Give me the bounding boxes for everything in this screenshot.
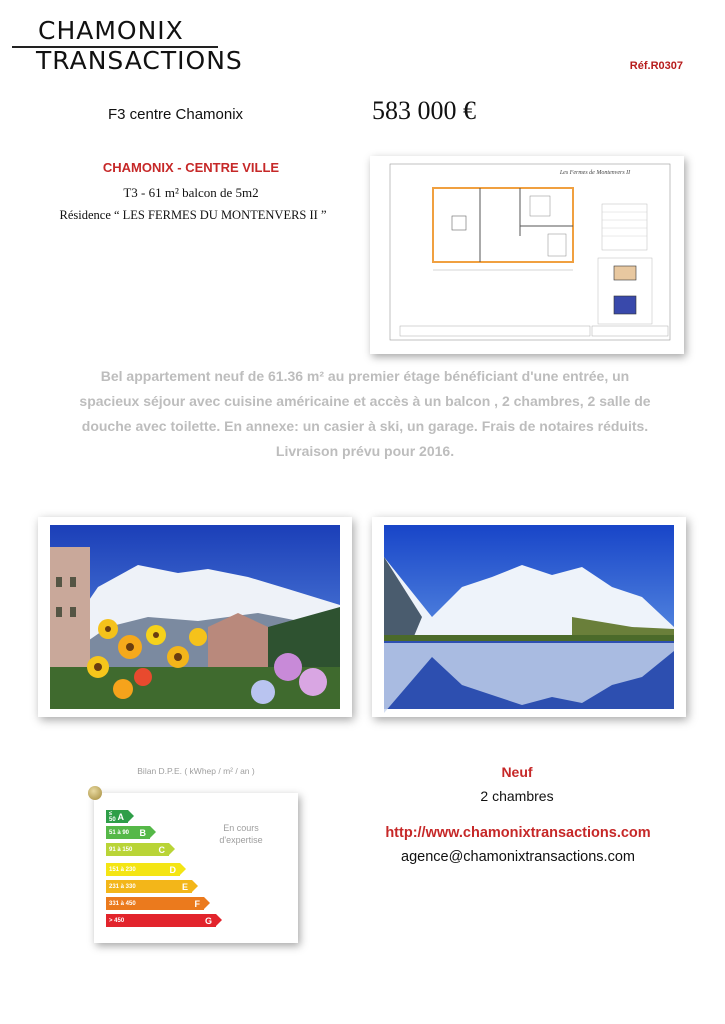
location-heading: CHAMONIX - CENTRE VILLE [102, 160, 280, 175]
photo-lake-reflection [372, 517, 686, 717]
residence-name: Résidence “ LES FERMES DU MONTENVERS II ” [59, 208, 327, 222]
property-price: 583 000 € [372, 96, 476, 125]
logo-line-2: TRANSACTIONS [36, 46, 243, 75]
dpe-class-c: 91 à 150 C [106, 843, 169, 856]
reference-number: Réf.R0307 [629, 60, 683, 72]
dpe-note-line-2: d'expertise [219, 835, 263, 845]
dpe-note-line-1: En cours [223, 823, 259, 833]
dpe-class-a: ≤ 50 A [106, 810, 128, 823]
description-line: douche avec toilette. En annexe: un casier à ski, un garage. Frais de notaires réduits. [81, 418, 649, 434]
property-description [70, 364, 660, 464]
floor-plan-image [370, 156, 684, 354]
description-line: Bel appartement neuf de 61.36 m² au premier étage bénéficiant d'une entrée, un [100, 368, 630, 384]
bedroom-count: 2 chambres [480, 788, 554, 804]
dpe-class-f: 331 à 450 F [106, 897, 204, 910]
dpe-title: Bilan D.P.E. ( kWhep / m² / an ) [137, 766, 255, 776]
plan-heading: Les Fermes de Montenvers II [559, 170, 631, 176]
dpe-class-g: > 450 G [106, 914, 216, 927]
dpe-card [94, 793, 298, 943]
property-subtitle: T3 - 61 m² balcon de 5m2 [123, 185, 259, 200]
property-title: F3 centre Chamonix [108, 106, 244, 123]
status-label: Neuf [501, 764, 533, 780]
dpe-note [196, 822, 286, 846]
website-link[interactable]: http://www.chamonixtransactions.com [385, 825, 651, 841]
description-line: Livraison prévu pour 2016. [275, 443, 455, 459]
dpe-class-b: 51 à 90 B [106, 826, 150, 839]
description-line: spacieux séjour avec cuisine américaine et accès à un balcon , 2 chambres, 2 salle de [79, 393, 651, 409]
dpe-class-d: 151 à 230 D [106, 863, 180, 876]
pushpin-icon [88, 786, 102, 800]
email-link[interactable]: agence@chamonixtransactions.com [401, 849, 635, 865]
photo-mont-blanc-flowers [38, 517, 352, 717]
dpe-class-e: 231 à 330 E [106, 880, 192, 893]
logo-line-1: CHAMONIX [38, 16, 184, 45]
